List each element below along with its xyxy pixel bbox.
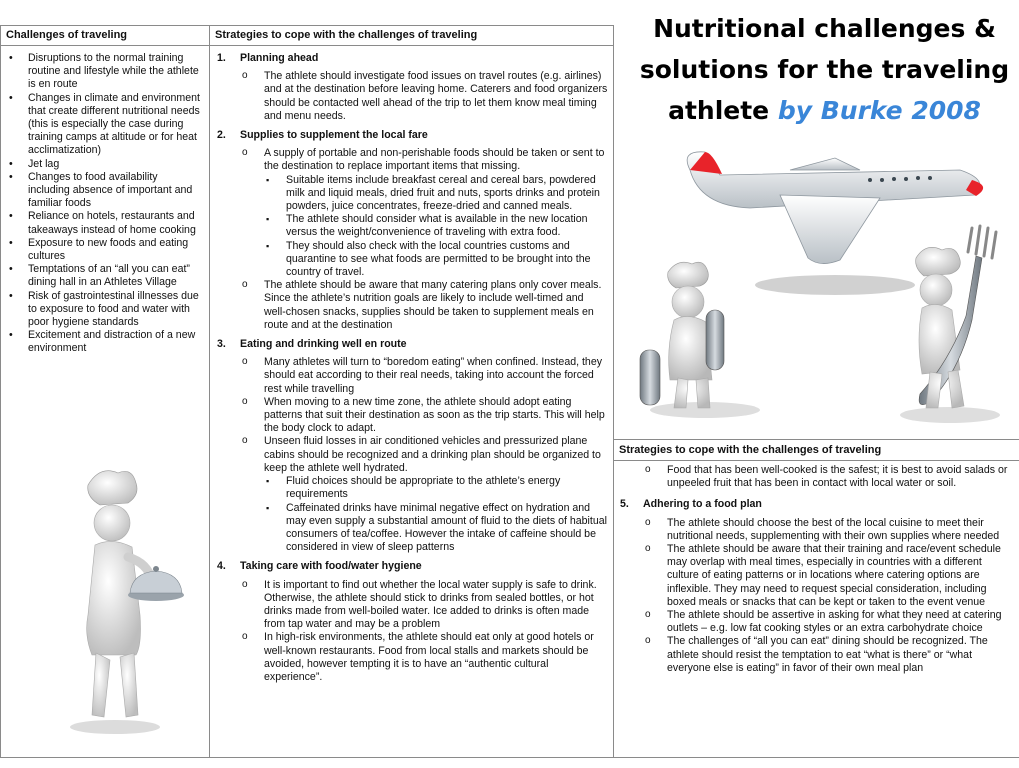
strategy-item — [213, 631, 608, 684]
continued-items — [616, 464, 1012, 490]
page-title — [632, 8, 1017, 131]
section-title: Eating and drinking well en route — [240, 338, 407, 351]
strategy-item — [213, 435, 608, 554]
section-number: 4. — [217, 560, 226, 573]
section-items — [213, 356, 608, 554]
strategy-item: o The athlete should be aware that their training and race/event schedule may overlap with meal times, especially in countries with a different culture of eating patterns or in locations where catering options are inflexible. They may need to request special consideration, including boxed meals or snacks that can be kept or taken to the event venue — [616, 543, 1012, 609]
strategy-text: The athlete should be aware that many catering plans only cover meals. Since the athlete’s nutrition goals are likely to include well-timed and well-chosen snacks, supplies should be taken to supplement meals en route and at the destination — [264, 279, 602, 331]
section-title: Taking care with food/water hygiene — [240, 560, 422, 573]
strategy-item: o Food that has been well-cooked is the safest; it is best to avoid salads or unpeeled fruit that has been in contact with local water or soil. — [616, 464, 1012, 490]
section-items — [213, 147, 608, 332]
title-line-3 — [632, 90, 1017, 131]
section-items — [616, 517, 1012, 675]
strategy-subitem: ▪ Suitable items include breakfast cereal and cereal bars, powdered milk and liquid meals, dried fruit and nuts, sports drinks and protein powders, juice concentrates, freeze-dried and canned meals. — [264, 174, 608, 214]
strategy-subitems — [264, 475, 608, 554]
right-strategies-header: Strategies to cope with the challenges of traveling — [614, 441, 1019, 461]
strategy-text: Unseen fluid losses in air conditioned vehicles and pressurized plane cabins should be recognized and a drinking plan should be organized to keep the athlete well hydrated. — [264, 435, 601, 474]
strategy-item — [213, 356, 608, 396]
challenge-item: • Disruptions to the normal training routine and lifestyle while the athlete is en route — [6, 52, 202, 92]
section-items — [213, 579, 608, 685]
title-byline: by Burke 2008 — [777, 96, 981, 125]
challenge-item: • Changes to food availability including absence of important and familiar foods — [6, 171, 202, 211]
challenge-item: • Temptations of an “all you can eat” dining hall in an Athletes Village — [6, 263, 202, 289]
challenges-list — [6, 52, 202, 356]
section-number: 2. — [217, 129, 226, 142]
chef-with-tray-illustration — [40, 465, 190, 745]
title-line-1: Nutritional challenges & — [653, 14, 996, 43]
strategy-text: In high-risk environments, the athlete should eat only at good hotels or well-known restaurants. Food from local stalls and markets should be avoided, however tempting it is to have an “authentic cultural experience”. — [264, 631, 594, 683]
strategy-item — [213, 396, 608, 436]
strategy-text: Many athletes will turn to “boredom eating” when confined. Instead, they should eat according to their real needs, taking into account the forced rest while travelling — [264, 356, 603, 395]
airplane-chefs-illustration — [630, 140, 1015, 430]
section-heading — [616, 498, 1012, 511]
section-title: Adhering to a food plan — [643, 498, 762, 511]
strategy-subitem: ▪ They should also check with the local countries customs and quarantine to see what foods are permitted to be brought into the country of travel. — [264, 240, 608, 280]
section-heading — [213, 52, 608, 65]
challenges-header: Challenges of traveling — [1, 26, 209, 46]
strategy-item — [213, 147, 608, 279]
strategy-item: o The athlete should choose the best of the local cuisine to meet their nutritional needs, supplementing with their own supplies where needed — [616, 517, 1012, 543]
strategy-subitem: ▪ Fluid choices should be appropriate to the athlete’s energy requirements — [264, 475, 608, 501]
section-title: Planning ahead — [240, 52, 319, 64]
strategy-subitem: ▪ The athlete should consider what is available in the new location versus the weight/convenience of traveling with extra food. — [264, 213, 608, 239]
challenge-item: • Reliance on hotels, restaurants and takeaways instead of home cooking — [6, 210, 202, 236]
challenge-item: • Jet lag — [6, 158, 202, 171]
strategy-item: o The athlete should be assertive in asking for what they need at catering outlets – e.g. low fat cooking styles or an extra carbohydrate choice — [616, 609, 1012, 635]
strategy-item: o The challenges of “all you can eat” dining should be recognized. The athlete should resist the temptation to eat “what is there” or “what everyone else is eating” in favor of their own meal plan — [616, 635, 1012, 675]
section-title: Supplies to supplement the local fare — [240, 129, 428, 142]
strategy-subitem: ▪ Caffeinated drinks have minimal negative effect on hydration and may even supply a substantial amount of fluid to the diets of habitual consumers of tea/coffee. However the intake of caffeine should be considered in view of sleep patterns — [264, 502, 608, 555]
section-heading — [213, 338, 608, 351]
strategy-text: When moving to a new time zone, the athlete should adopt eating patterns that suit their destination as soon as the trip starts. This will help the body clock to adapt. — [264, 395, 605, 435]
section-items — [213, 70, 608, 123]
strategy-text: A supply of portable and non-perishable foods should be taken or sent to the destination to replace important items that missing. — [264, 147, 605, 173]
section-number: 5. — [620, 498, 629, 511]
section-number: 3. — [217, 338, 226, 351]
left-table-divider — [209, 25, 210, 758]
section-heading — [213, 129, 608, 142]
right-strategies-column — [616, 464, 1012, 675]
challenge-item: • Exposure to new foods and eating cultures — [6, 237, 202, 263]
section-number: 1. — [217, 52, 226, 64]
challenge-item: • Changes in climate and environment that create different nutritional needs (this is especially the case during training camps at altitude or for heat acclimatization) — [6, 92, 202, 158]
strategy-item — [213, 70, 608, 123]
strategy-item — [213, 279, 608, 332]
strategy-item — [213, 579, 608, 632]
challenges-column — [6, 52, 202, 356]
strategy-text: The athlete should investigate food issues on travel routes (e.g. airlines) and at the destination before leaving home. Caterers and food organizers should be contacted well ahead of the trip to let them know meal timing and menu needs. — [264, 70, 608, 122]
title-athlete: athlete — [668, 96, 770, 125]
challenge-item: • Risk of gastrointestinal illnesses due to exposure to food and water with poor hygiene standards — [6, 290, 202, 330]
challenge-item: • Excitement and distraction of a new environment — [6, 329, 202, 355]
section-heading — [213, 560, 608, 573]
strategy-subitems — [264, 174, 608, 280]
strategies-header: Strategies to cope with the challenges of traveling — [210, 26, 613, 46]
strategies-column — [213, 52, 608, 684]
strategy-text: It is important to find out whether the local water supply is safe to drink. Otherwise, the athlete should stick to drinks from sealed bottles, or hot drinks made from well-boiled water. Ice added to drinks is often made from tap water and may be a problem — [264, 578, 597, 631]
title-line-2: solutions for the traveling — [639, 55, 1010, 84]
